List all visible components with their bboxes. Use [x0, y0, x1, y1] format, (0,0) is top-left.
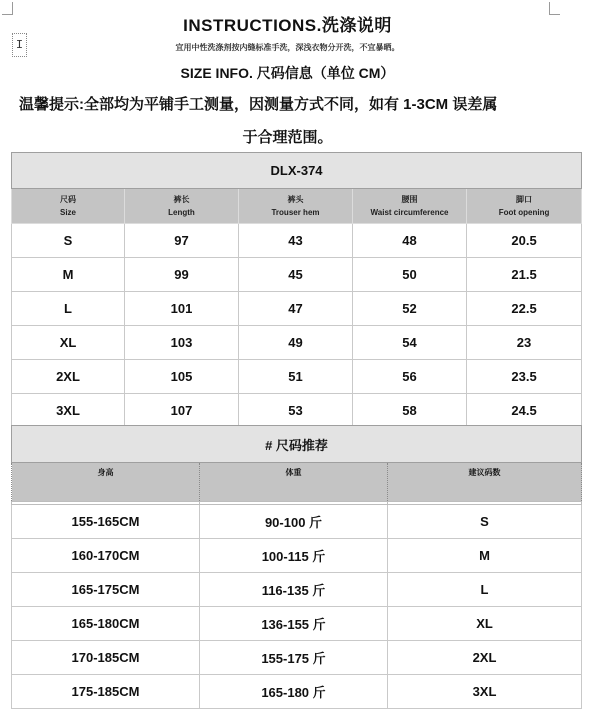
column-header-en: Length	[168, 208, 195, 217]
size-chart-table	[11, 152, 582, 428]
table-row	[12, 641, 582, 675]
column-header: 体重	[200, 463, 388, 502]
table-row	[12, 258, 582, 292]
table-cell: XL	[12, 326, 125, 360]
table-cell: 90-100 斤	[200, 505, 388, 539]
recommendation-title-row	[12, 426, 582, 463]
table-cell: 48	[353, 224, 467, 258]
table-cell: 51	[239, 360, 353, 394]
instructions-title: INSTRUCTIONS.洗涤说明	[183, 16, 392, 35]
table-row	[12, 573, 582, 607]
column-header	[12, 189, 125, 224]
column-header	[353, 189, 467, 224]
table-cell: 20.5	[467, 224, 582, 258]
column-header: 建议码数	[388, 463, 582, 502]
column-header-en: Foot opening	[498, 208, 550, 217]
table-cell: 116-135 斤	[200, 573, 388, 607]
recommendation-header-row	[12, 463, 582, 502]
table-row	[12, 326, 582, 360]
table-row	[12, 675, 582, 709]
table-cell: 50	[353, 258, 467, 292]
table-cell: 99	[125, 258, 239, 292]
table-cell: 105	[125, 360, 239, 394]
table-cell: 23	[467, 326, 582, 360]
table-cell: 24.5	[467, 394, 582, 428]
table-cell: 43	[239, 224, 353, 258]
measurement-tip-line-2: 于合理范围。	[242, 129, 333, 146]
table-cell: 2XL	[12, 360, 125, 394]
table-cell: 103	[125, 326, 239, 360]
size-chart-title-row	[12, 153, 582, 189]
table-row	[12, 607, 582, 641]
column-header-zh: 尺码	[60, 195, 76, 204]
table-row	[12, 292, 582, 326]
table-cell: 155-175 斤	[200, 641, 388, 675]
size-chart-header-row	[12, 189, 582, 224]
table-cell: 100-115 斤	[200, 539, 388, 573]
table-cell: XL	[388, 607, 582, 641]
table-cell: 107	[125, 394, 239, 428]
size-info-heading: SIZE INFO. 尺码信息（单位 CM）	[180, 65, 395, 81]
table-row	[12, 539, 582, 573]
column-header	[467, 189, 582, 224]
table-cell: 56	[353, 360, 467, 394]
table-cell: M	[388, 539, 582, 573]
size-recommendation-table	[11, 425, 582, 709]
column-header: 身高	[12, 463, 200, 502]
table-cell: S	[12, 224, 125, 258]
table-cell: 53	[239, 394, 353, 428]
washing-instructions-text: 宜用中性洗涤剂按内缝标准手洗，深浅衣物分开洗，不宜暴晒。	[175, 43, 400, 52]
table-cell: 170-185CM	[12, 641, 200, 675]
table-cell: 52	[353, 292, 467, 326]
table-cell: 155-165CM	[12, 505, 200, 539]
table-cell: 58	[353, 394, 467, 428]
table-cell: 165-180 斤	[200, 675, 388, 709]
table-cell: 3XL	[388, 675, 582, 709]
table-cell: 165-175CM	[12, 573, 200, 607]
table-cell: 54	[353, 326, 467, 360]
column-header-en: Waist circumference	[370, 208, 449, 217]
column-header-zh: 脚口	[516, 195, 533, 204]
table-row	[12, 394, 582, 428]
table-cell: 160-170CM	[12, 539, 200, 573]
text-cursor-indicator: I	[12, 33, 27, 57]
product-code: DLX-374	[12, 153, 582, 189]
column-header-en: Size	[59, 208, 76, 217]
table-cell: 3XL	[12, 394, 125, 428]
table-cell: M	[12, 258, 125, 292]
table-cell: 101	[125, 292, 239, 326]
table-cell: 47	[239, 292, 353, 326]
column-header	[239, 189, 353, 224]
column-header-zh: 腰围	[401, 195, 418, 204]
table-cell: 49	[239, 326, 353, 360]
table-cell: 45	[239, 258, 353, 292]
table-cell: 21.5	[467, 258, 582, 292]
table-cell: L	[12, 292, 125, 326]
column-header-en: Trouser hem	[271, 208, 320, 217]
table-cell: L	[388, 573, 582, 607]
table-cell: 97	[125, 224, 239, 258]
table-cell: 165-180CM	[12, 607, 200, 641]
table-cell: 175-185CM	[12, 675, 200, 709]
column-header	[125, 189, 239, 224]
table-cell: 22.5	[467, 292, 582, 326]
table-cell: S	[388, 505, 582, 539]
measurement-tip-line-1: 温馨提示:全部均为平铺手工测量，因测量方式不同，如有 1-3CM 误差属	[19, 96, 498, 113]
table-cell: 23.5	[467, 360, 582, 394]
recommendation-title: # 尺码推荐	[12, 426, 582, 463]
table-cell: 2XL	[388, 641, 582, 675]
column-header-zh: 裤头	[287, 195, 304, 204]
table-row	[12, 224, 582, 258]
table-cell: 136-155 斤	[200, 607, 388, 641]
table-row	[12, 505, 582, 539]
column-header-zh: 裤长	[173, 195, 190, 204]
table-row	[12, 360, 582, 394]
